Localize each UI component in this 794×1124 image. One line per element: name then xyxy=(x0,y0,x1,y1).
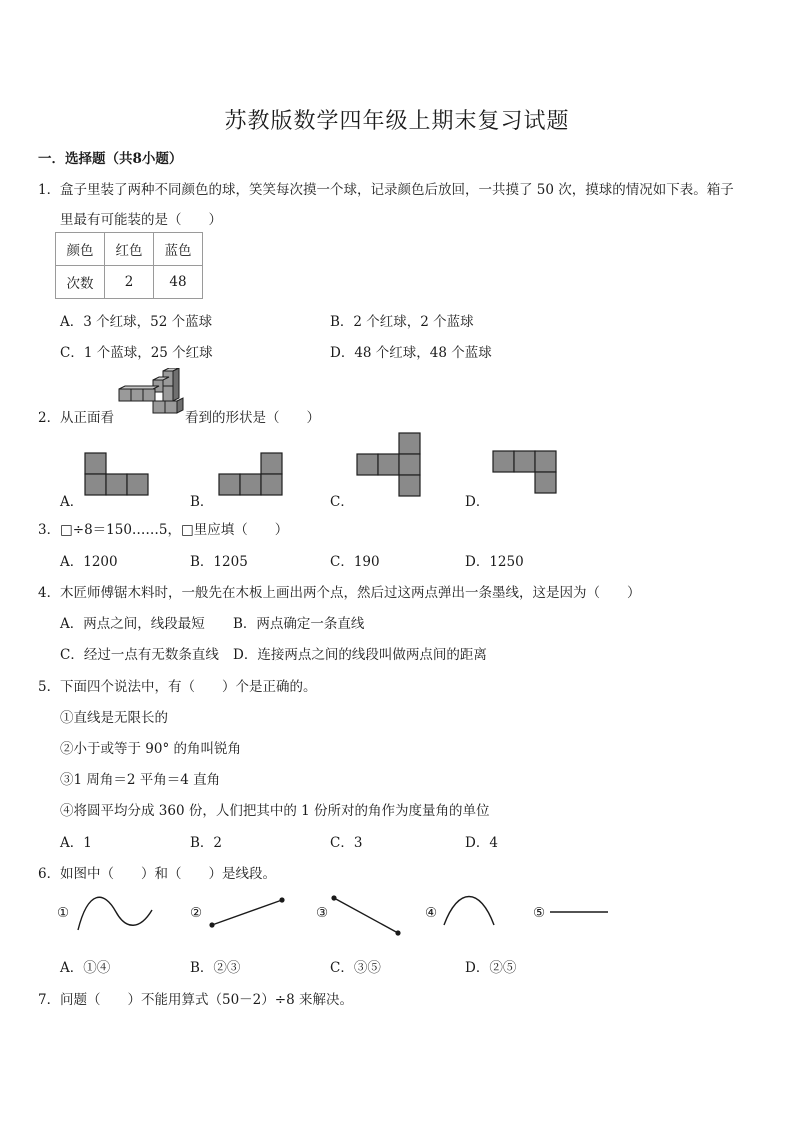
table-cell: 蓝色 xyxy=(154,233,203,266)
q6-option-a[interactable]: A．①④ xyxy=(60,960,111,976)
q3-option-b[interactable]: B．1205 xyxy=(190,554,248,570)
q4-stem: 木匠师傅锯木料时，一般先在木板上画出两个点，然后过这两点弹出一条墨线，这是因为（ ） xyxy=(60,585,641,601)
q1-option-d[interactable]: D．48 个红球，48 个蓝球 xyxy=(330,345,492,361)
segment-figure-3 xyxy=(328,892,408,938)
q5-option-c[interactable]: C．3 xyxy=(330,835,363,851)
table-row xyxy=(56,233,203,266)
table-row xyxy=(56,266,203,299)
q6-option-c[interactable]: C．③⑤ xyxy=(330,960,381,976)
q5-option-a[interactable]: A．1 xyxy=(60,835,92,851)
q5-statement-4: ④将圆平均分成 360 份，人们把其中的 1 份所对的角作为度量角的单位 xyxy=(60,803,490,819)
line-figure-5 xyxy=(548,906,612,918)
q3-option-d[interactable]: D．1250 xyxy=(465,554,524,570)
q1-stem-line2: 里最有可能装的是（ ） xyxy=(60,212,222,228)
q5-statement-2: ②小于或等于 90° 的角叫锐角 xyxy=(60,741,242,757)
q1-number: 1． xyxy=(38,182,61,198)
q3-stem: □÷8＝150……5，□里应填（ ） xyxy=(60,522,289,538)
q2-option-d-figure xyxy=(492,450,560,494)
q2-option-c[interactable]: C． xyxy=(330,494,354,510)
q7-stem: 问题（ ）不能用算式（50－2）÷8 来解决。 xyxy=(60,992,353,1008)
section-heading xyxy=(38,147,182,167)
q5-option-d[interactable]: D．4 xyxy=(465,835,498,851)
q2-stem-suffix: 看到的形状是（ ） xyxy=(185,410,320,426)
q3-number: 3． xyxy=(38,522,61,538)
page-title: 苏教版数学四年级上期末复习试题 xyxy=(224,109,570,134)
q4-option-c[interactable]: C．经过一点有无数条直线 xyxy=(60,647,219,663)
q5-stem: 下面四个说法中，有（ ）个是正确的。 xyxy=(60,679,317,695)
q6-figure-label-3: ③ xyxy=(316,905,329,921)
q6-figure-label-4: ④ xyxy=(425,905,438,921)
q7-number: 7． xyxy=(38,992,61,1008)
q6-figure-label-1: ① xyxy=(57,905,70,921)
q1-frequency-table xyxy=(55,232,203,299)
q1-option-c[interactable]: C．1 个蓝球，25 个红球 xyxy=(60,345,213,361)
q6-figure-label-2: ② xyxy=(190,905,203,921)
q1-option-a[interactable]: A．3 个红球，52 个蓝球 xyxy=(60,314,213,330)
table-cell: 48 xyxy=(154,266,203,299)
q4-option-d[interactable]: D．连接两点之间的线段叫做两点间的距离 xyxy=(233,647,487,663)
q5-option-b[interactable]: B．2 xyxy=(190,835,223,851)
q5-statement-1: ①直线是无限长的 xyxy=(60,710,168,726)
table-cell: 次数 xyxy=(56,266,105,299)
cube-stack-figure xyxy=(116,368,184,416)
q4-option-b[interactable]: B．两点确定一条直线 xyxy=(233,616,365,632)
q3-option-a[interactable]: A．1200 xyxy=(60,554,118,570)
table-cell: 2 xyxy=(105,266,154,299)
section-suffix: 小题） xyxy=(141,151,183,167)
curve-figure-1 xyxy=(74,890,156,934)
section-label: 一．选择题（共 xyxy=(38,151,133,167)
q1-stem-line1: 盒子里装了两种不同颜色的球，笑笑每次摸一个球，记录颜色后放回，一共摸了 50 次，摸球的情况如下表。箱子 xyxy=(60,182,734,198)
table-cell: 红色 xyxy=(105,233,154,266)
section-count: 8 xyxy=(132,151,142,167)
q2-number: 2． xyxy=(38,410,61,426)
q2-option-a[interactable]: A． xyxy=(60,494,84,510)
segment-figure-2 xyxy=(206,894,290,930)
q6-figure-label-5: ⑤ xyxy=(533,905,546,921)
q1-option-b[interactable]: B．2 个红球，2 个蓝球 xyxy=(330,314,474,330)
q6-option-d[interactable]: D．②⑤ xyxy=(465,960,517,976)
q4-number: 4． xyxy=(38,585,61,601)
q2-option-a-figure xyxy=(84,452,152,496)
q5-number: 5． xyxy=(38,679,61,695)
q3-option-c[interactable]: C．190 xyxy=(330,554,380,570)
q4-option-a[interactable]: A．两点之间，线段最短 xyxy=(60,616,205,632)
q2-option-c-figure xyxy=(356,432,424,498)
q6-stem: 如图中（ ）和（ ）是线段。 xyxy=(60,866,276,882)
curve-figure-4 xyxy=(440,893,500,929)
q2-option-d[interactable]: D． xyxy=(465,494,490,510)
q2-stem-prefix: 从正面看 xyxy=(60,410,114,426)
q2-option-b-figure xyxy=(218,452,286,496)
q2-option-b[interactable]: B． xyxy=(190,494,214,510)
table-cell: 颜色 xyxy=(56,233,105,266)
q5-statement-3: ③1 周角＝2 平角＝4 直角 xyxy=(60,772,221,788)
q6-option-b[interactable]: B．②③ xyxy=(190,960,241,976)
q6-number: 6． xyxy=(38,866,61,882)
